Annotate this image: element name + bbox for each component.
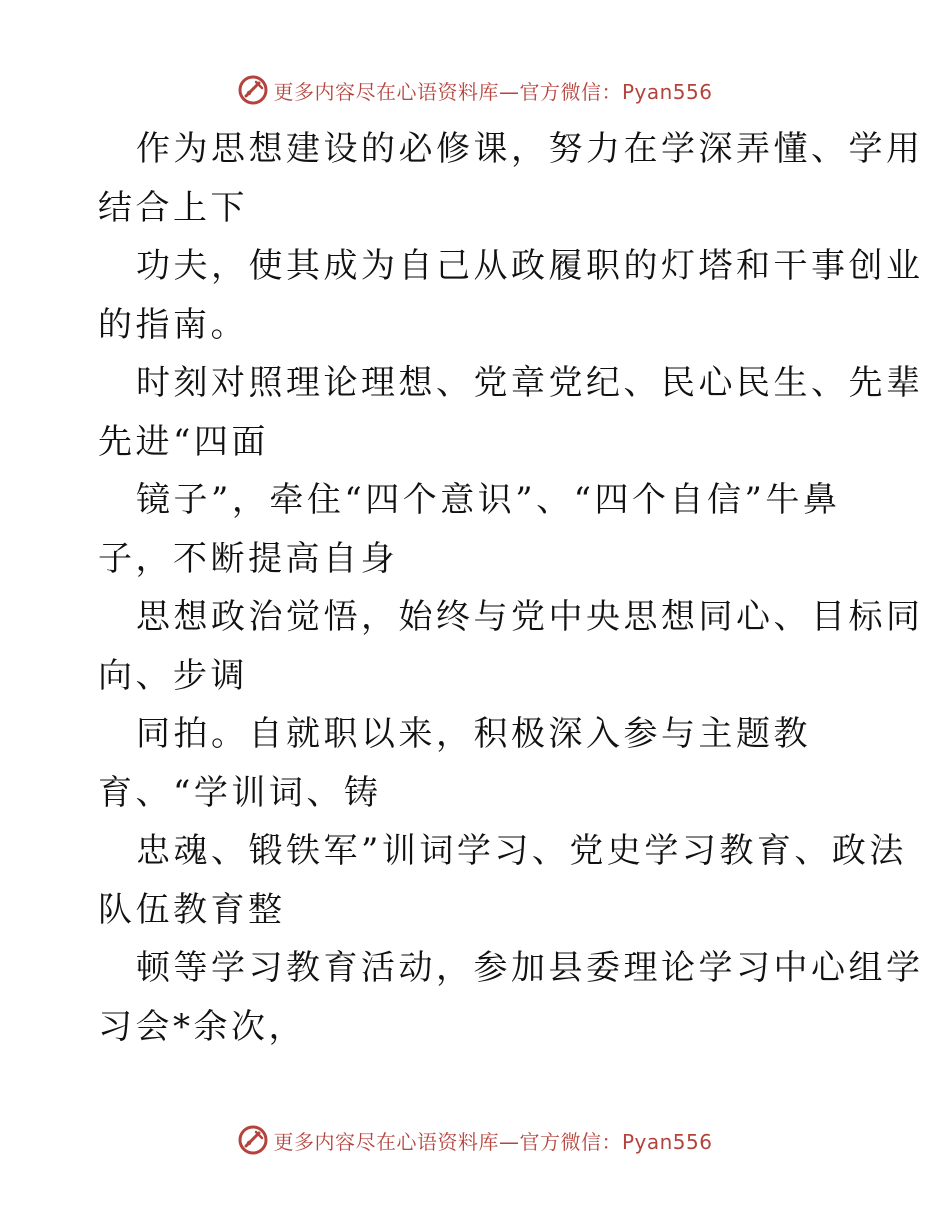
text-line: 结合上下	[98, 187, 248, 228]
text-line: 功夫，使其成为自己从政履职的灯塔和干事创业	[136, 246, 924, 286]
text-line: 向、步调	[98, 655, 248, 696]
header-banner	[0, 70, 950, 110]
text-line: 习会*余次，	[98, 1006, 306, 1047]
header-banner-text: 更多内容尽在心语资料库—官方微信：Pyan556	[273, 79, 713, 104]
text-line: 队伍教育整	[98, 889, 286, 930]
text-line: 顿等学习教育活动，参加县委理论学习中心组学	[136, 948, 924, 988]
text-line: 的指南。	[98, 304, 248, 345]
text-line: 育、“学训词、铸	[98, 772, 382, 813]
brand-seal-icon	[237, 1124, 269, 1156]
document-body	[98, 120, 924, 1056]
brand-seal-icon	[237, 74, 269, 106]
text-line: 忠魂、锻铁军”训词学习、党史学习教育、政法	[136, 831, 907, 871]
text-line: 先进“四面	[98, 421, 269, 462]
text-line: 时刻对照理论理想、党章党纪、民心民生、先辈	[136, 363, 924, 403]
text-line: 镜子”，牵住“四个意识”、“四个自信”牛鼻	[136, 480, 841, 520]
text-line: 同拍。自就职以来，积极深入参与主题教	[136, 714, 811, 754]
text-line: 作为思想建设的必修课，努力在学深弄懂、学用	[136, 129, 924, 169]
text-line: 思想政治觉悟，始终与党中央思想同心、目标同	[136, 597, 924, 637]
footer-banner	[0, 1120, 950, 1160]
footer-banner-text: 更多内容尽在心语资料库—官方微信：Pyan556	[273, 1129, 713, 1154]
text-line: 子，不断提高自身	[98, 538, 398, 579]
